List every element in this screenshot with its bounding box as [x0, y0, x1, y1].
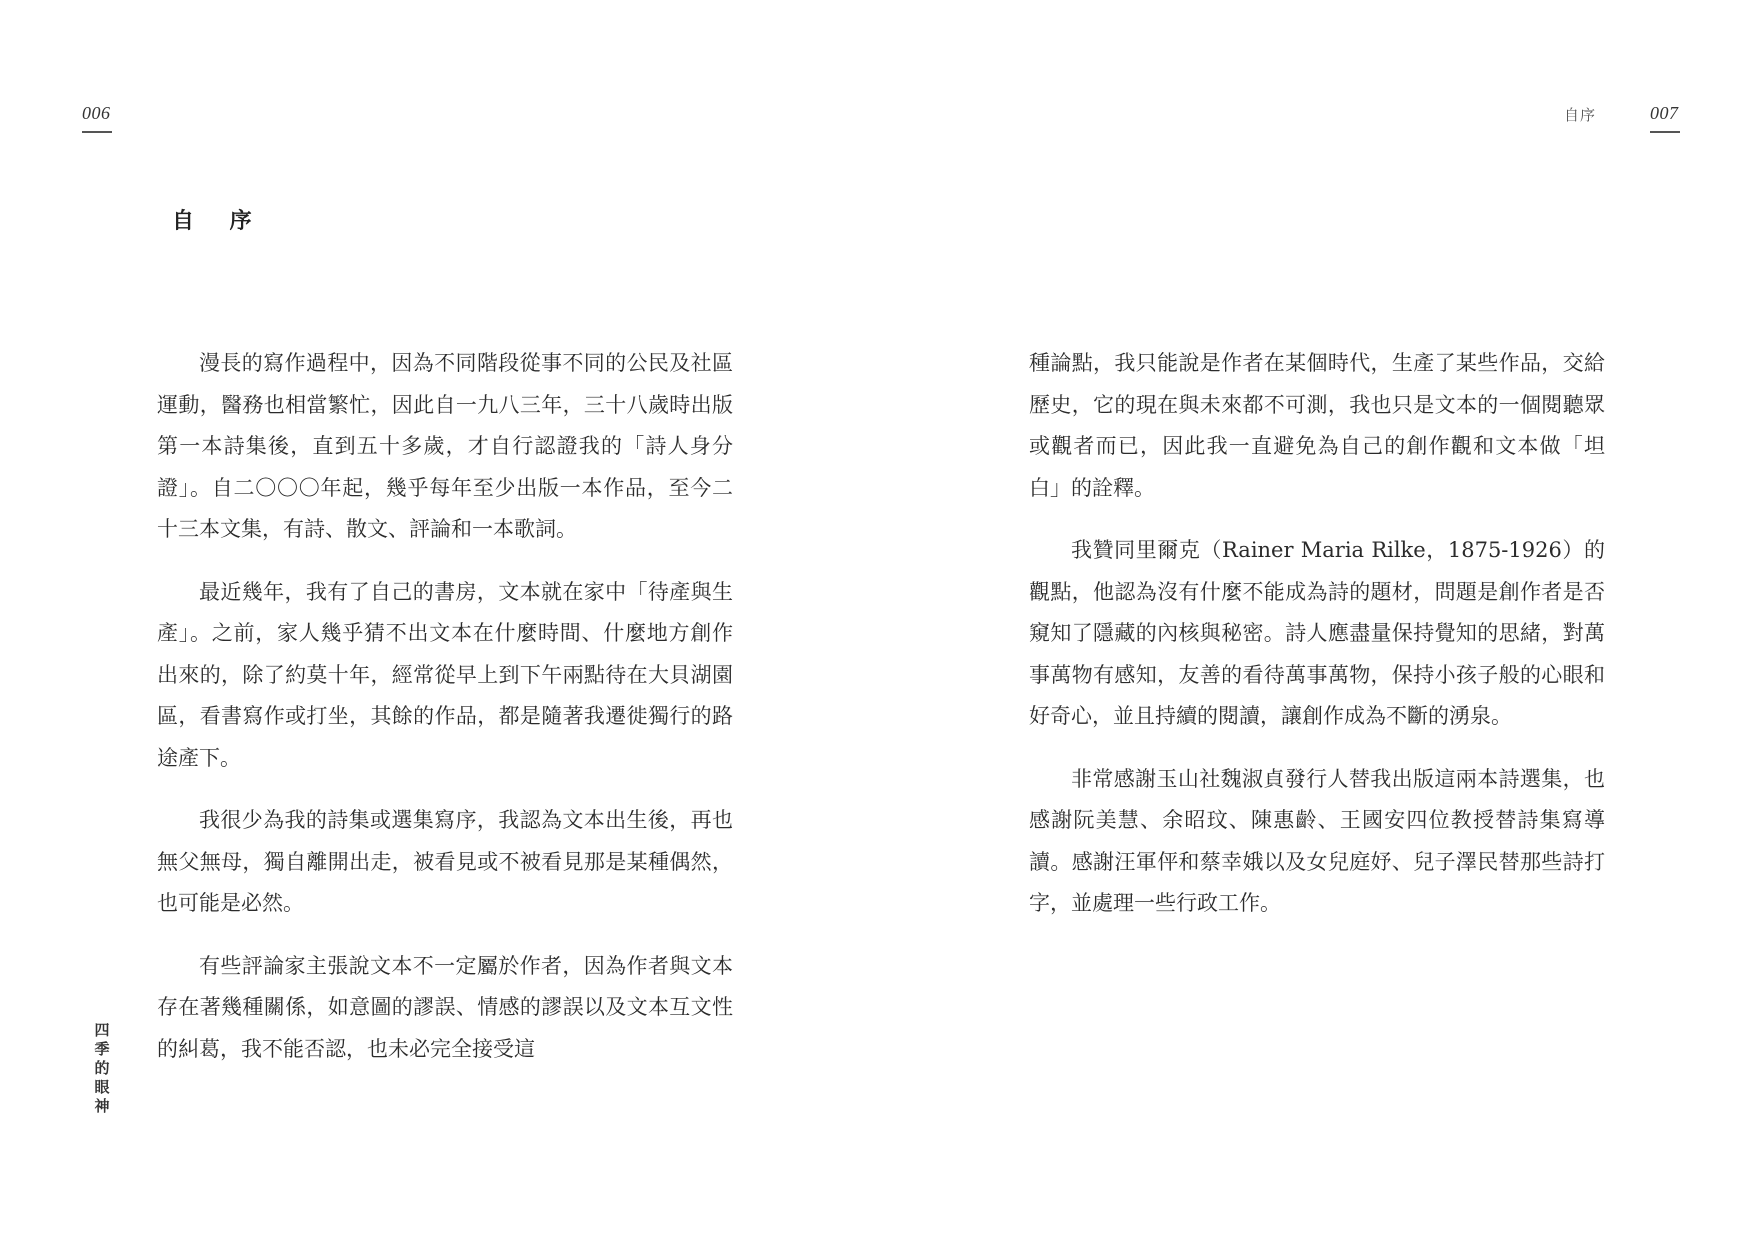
- paragraph: 非常感謝玉山社魏淑貞發行人替我出版這兩本詩選集，也感謝阮美慧、余昭玟、陳惠齡、王國安四位教授替詩集寫導讀。感謝汪軍伻和蔡幸娥以及女兒庭妤、兒子澤民替那些詩打字，並處理一些行政工作。: [1029, 766, 1605, 915]
- paragraph: 我很少為我的詩集或選集寫序，我認為文本出生後，再也無父無母，獨自離開出走，被看見或不被看見那是某種偶然，也可能是必然。: [157, 808, 733, 915]
- left-body-text: [157, 343, 733, 1091]
- right-page-number: [1650, 103, 1680, 133]
- paragraph: 有些評論家主張說文本不一定屬於作者，因為作者與文本存在著幾種關係，如意圖的謬誤、情感的謬誤以及文本互文性的糾葛，我不能否認，也未必完全接受這: [157, 953, 733, 1061]
- right-page-number-rule: [1650, 131, 1680, 133]
- running-header: 自序: [1564, 106, 1597, 124]
- left-page-number-text: 006: [82, 103, 111, 123]
- book-title-character: 四: [94, 1021, 110, 1039]
- right-body-text: [1029, 343, 1605, 946]
- book-title-character: 的: [94, 1059, 110, 1077]
- book-title-vertical: [91, 1021, 113, 1116]
- chapter-title: 自 序: [172, 209, 266, 234]
- left-page-number-rule: [82, 131, 112, 133]
- paragraph: 漫長的寫作過程中，因為不同階段從事不同的公民及社區運動，醫務也相當繁忙，因此自一九八三年，三十八歲時出版第一本詩集後，直到五十多歲，才自行認證我的「詩人身分證」。自二〇〇〇年起，幾乎每年至少出版一本作品，至今二十三本文集，有詩、散文、評論和一本歌詞。: [157, 351, 733, 541]
- book-title-character: 季: [94, 1040, 110, 1058]
- paragraph: 我贊同里爾克（Rainer Maria Rilke，1875-1926）的觀點，他認為沒有什麼不能成為詩的題材，問題是創作者是否窺知了隱藏的內核與秘密。詩人應盡量保持覺知的思緒，對萬事萬物有感知，友善的看待萬事萬物，保持小孩子般的心眼和好奇心，並且持續的閱讀，讓創作成為不斷的湧泉。: [1029, 538, 1605, 728]
- right-page-number-text: 007: [1650, 103, 1679, 123]
- paragraph: 種論點，我只能說是作者在某個時代，生產了某些作品，交給歷史，它的現在與未來都不可測，我也只是文本的一個閱聽眾或觀者而已，因此我一直避免為自己的創作觀和文本做「坦白」的詮釋。: [1029, 351, 1605, 500]
- paragraph: 最近幾年，我有了自己的書房，文本就在家中「待產與生產」。之前，家人幾乎猜不出文本在什麼時間、什麼地方創作出來的，除了約莫十年，經常從早上到下午兩點待在大貝湖園區，看書寫作或打坐，其餘的作品，都是隨著我遷徙獨行的路途產下。: [157, 579, 733, 770]
- left-page-number: [82, 103, 112, 133]
- right-page: [874, 0, 1748, 1240]
- book-title-character: 眼: [94, 1078, 110, 1096]
- book-title-character: 神: [94, 1097, 110, 1115]
